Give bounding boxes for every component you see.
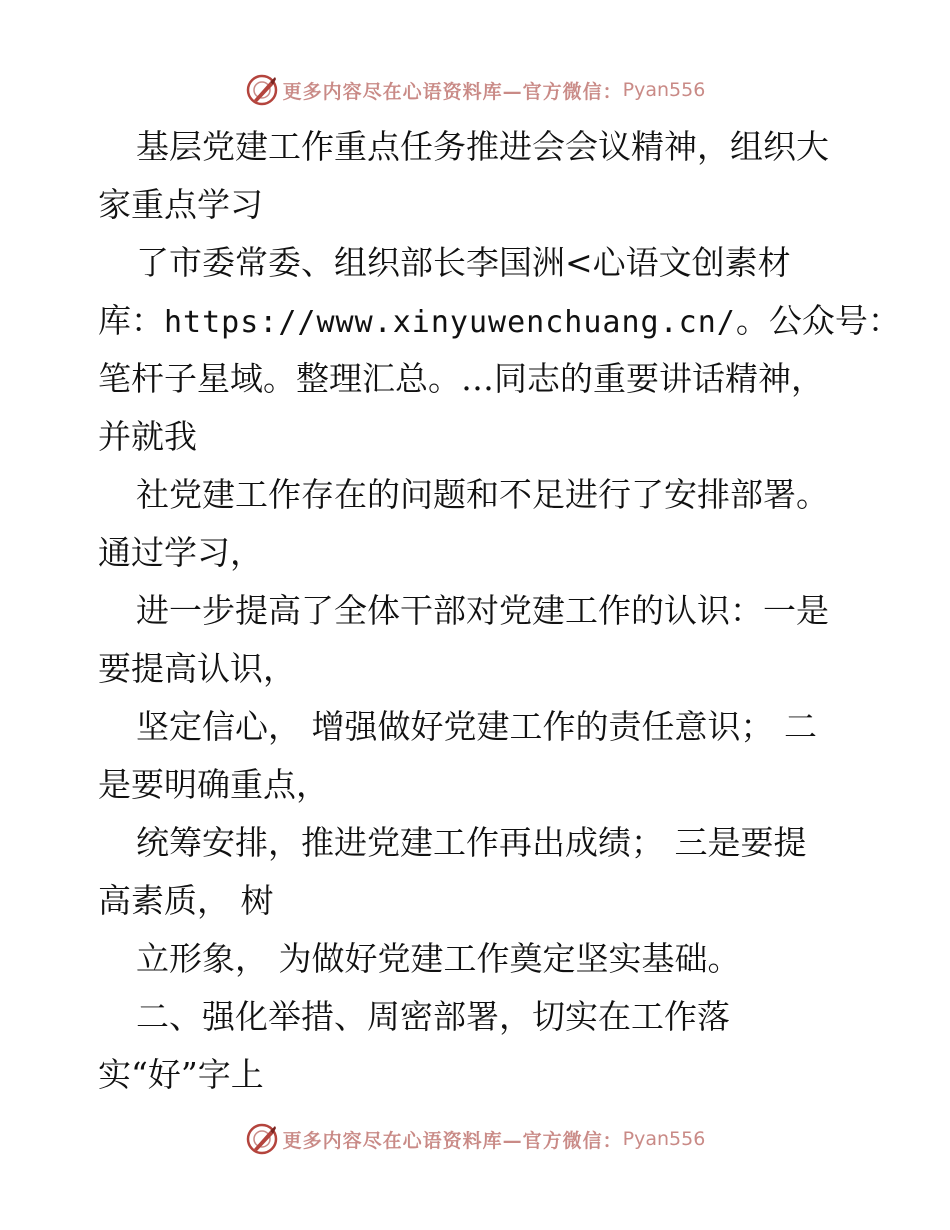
- text-line: 进一步提高了全体干部对党建工作的认识：一是: [136, 591, 829, 630]
- text-line: 统筹安排，推进党建工作再出成绩； 三是要提: [136, 823, 807, 862]
- text-line: 社党建工作存在的问题和不足进行了安排部署。: [136, 475, 829, 514]
- text-line: 是要明确重点，: [98, 765, 329, 804]
- url-text: https://www.xinyuwenchuang.cn/: [164, 305, 736, 340]
- text-line: 并就我: [98, 417, 197, 456]
- watermark-account: Pyan556: [622, 79, 706, 101]
- text-line: 基层党建工作重点任务推进会会议精神，组织大: [136, 127, 829, 166]
- section-heading-cont: 实“好”字上: [98, 1055, 264, 1094]
- text-line: 了市委常委、组织部长李国洲<心语文创素材: [136, 243, 791, 282]
- text-line: 要提高认识，: [98, 649, 296, 688]
- brush-logo-icon: [245, 73, 279, 107]
- section-heading: 二、强化举措、周密部署，切实在工作落: [136, 997, 730, 1036]
- text-line: 高素质， 树: [98, 881, 274, 920]
- text-line-url: 库：https://www.xinyuwenchuang.cn/。公众号：: [98, 301, 901, 340]
- document-body: [98, 118, 901, 1104]
- watermark-account: Pyan556: [622, 1128, 706, 1150]
- footer-watermark: [0, 1119, 950, 1159]
- header-watermark: [0, 70, 950, 110]
- text-line: 立形象， 为做好党建工作奠定坚实基础。: [136, 939, 741, 978]
- text-line: 坚定信心， 增强做好党建工作的责任意识； 二: [136, 707, 817, 746]
- watermark-text: 更多内容尽在心语资料库—官方微信：: [282, 80, 623, 103]
- brush-logo-icon: [245, 1122, 279, 1156]
- text-line: 通过学习，: [98, 533, 263, 572]
- text-line: 笔杆子星域。整理汇总。…同志的重要讲话精神，: [98, 359, 824, 398]
- text-line: 家重点学习: [98, 185, 263, 224]
- watermark-text: 更多内容尽在心语资料库—官方微信：: [282, 1129, 623, 1152]
